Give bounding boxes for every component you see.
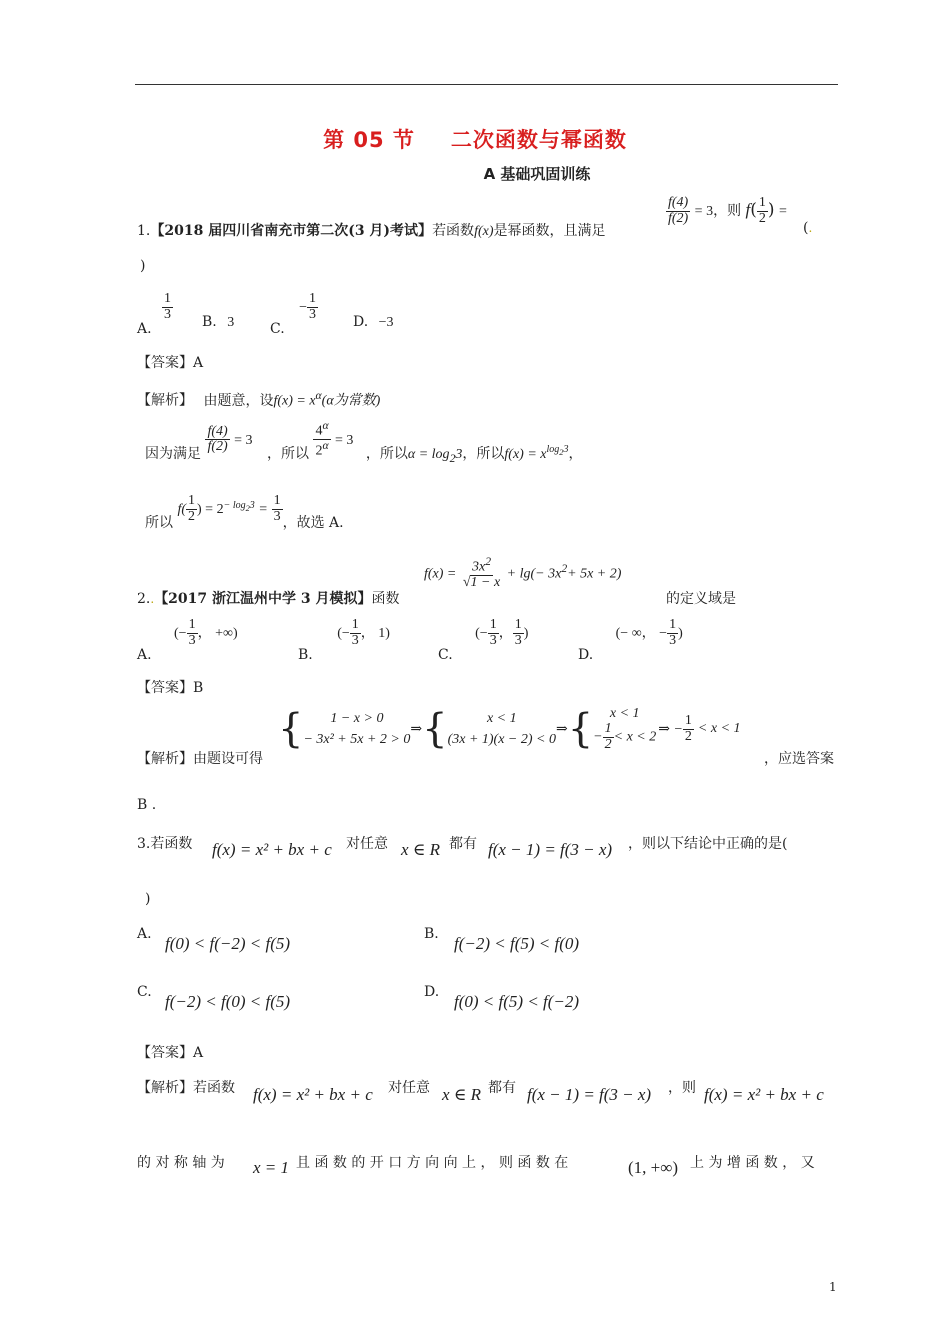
q2-stem-end: 的定义域是 xyxy=(666,591,736,607)
q1-option-a: A. $\frac{1}{3}$ xyxy=(137,291,172,338)
q2-option-a: A. (− $\frac{1}{3}$ ， +∞) xyxy=(137,617,238,664)
q2-analysis-derivation: { 1 − x > 0 − 3x² + 5x + 2 > 0 ⇒ { x < 1 (3x + 1)(x − 2) < 0 ⇒ { x < 1 − $\frac{1}{2}$ < x < 2 ⇒ − $\frac{1}{2}$ < x < 1 xyxy=(278,706,741,753)
q2-function: f(x) = $\frac{3x^2}{√1 - x}$ + $\lg(- 3x^2+ 5x + 2)$ xyxy=(424,555,622,591)
q1-analysis-line2: 因为满足 $\frac{f(4)}{f(2)}$ = 3 ，所以 $\frac{4^\alpha}{2^\alpha}$ = 3 ，所以$\alpha = \log_23$，所以$f(x) = x^{log_23}$， xyxy=(145,419,583,465)
q3-analysis-line2-a: 的 对 称 轴 为 xyxy=(137,1155,225,1171)
q1-option-d: D. −3 xyxy=(353,314,394,330)
q2-source: 【2017 浙江温州中学 3 月模拟】 xyxy=(154,591,372,607)
q1-condition: $\frac{f(4)}{f(2)}$ = 3，则 f( $\frac{1}{2}$ ) = xyxy=(668,195,787,226)
section-number: 第 05 节 xyxy=(323,128,415,152)
q1-paren-open: (. xyxy=(803,220,813,236)
q3-option-c: f(−2) < f(0) < f(5) xyxy=(165,992,291,1011)
q3-stem-d: ，则以下结论中正确的是( xyxy=(628,836,788,852)
q2-analysis-choice: B . xyxy=(137,797,157,813)
q3-condition: f(x − 1) = f(3 − x) xyxy=(488,840,613,859)
q3-analysis-line2-c: 上 为 增 函 数 ， 又 xyxy=(690,1155,815,1171)
q3-option-c-label: C. xyxy=(137,984,152,1000)
q2-stem: 2..【2017 浙江温州中学 3 月模拟】函数 xyxy=(137,591,400,607)
q3-option-a-label: A. xyxy=(137,926,152,942)
q3-stem-c: 都有 xyxy=(449,836,477,852)
q3-option-a: f(0) < f(−2) < f(5) xyxy=(165,934,291,953)
q3-axis: x = 1 xyxy=(253,1158,290,1177)
page-number: 1 xyxy=(829,1280,837,1294)
q3-option-d: f(0) < f(5) < f(−2) xyxy=(454,992,580,1011)
q3-analysis-line2-b: 且 函 数 的 开 口 方 向 向 上 ， 则 函 数 在 xyxy=(296,1155,569,1171)
q1-option-b: B. 3 xyxy=(202,314,235,330)
q3-analysis-condition: f(x − 1) = f(3 − x) xyxy=(527,1085,652,1104)
q2-option-b: B. (− $\frac{1}{3}$ ， 1) xyxy=(298,617,390,664)
q1-analysis-line1: 【解析】 由题意，设$f(x) = x^\alpha(\alpha$为常数) xyxy=(137,389,381,409)
q3-analysis-d: ，则 xyxy=(668,1080,696,1096)
q3-function: f(x) = x² + bx + c xyxy=(212,840,332,859)
q1-source: 【2018 届四川省南充市第二次(3 月)考试】 xyxy=(150,223,433,239)
header-rule xyxy=(135,84,838,85)
q3-option-b-label: B. xyxy=(424,926,439,942)
q3-analysis-function-2: f(x) = x² + bx + c xyxy=(704,1085,824,1104)
q3-answer: 【答案】A xyxy=(137,1045,204,1061)
q3-analysis-b: 对任意 xyxy=(388,1080,430,1096)
q3-interval: (1, +∞) xyxy=(628,1158,679,1177)
q1-paren-close: ) xyxy=(140,258,146,274)
q2-option-c: C. (− $\frac{1}{3}$ ， $\frac{1}{3}$ ) xyxy=(438,617,529,664)
q1-stem: 1.【2018 届四川省南充市第二次(3 月)考试】若函数f(x)是幂函数，且满足 xyxy=(137,223,606,239)
q2-answer: 【答案】B xyxy=(137,680,204,696)
page-subtitle: A 基础巩固训练 xyxy=(483,165,591,183)
q3-domain: x ∈ R xyxy=(401,840,441,859)
q1-option-c: C. − $\frac{1}{3}$ xyxy=(270,291,317,338)
q3-option-b: f(−2) < f(5) < f(0) xyxy=(454,934,580,953)
section-title: 二次函数与幂函数 xyxy=(450,128,627,152)
q3-analysis-a: 【解析】若函数 xyxy=(137,1080,235,1096)
q3-analysis-domain: x ∈ R xyxy=(442,1085,482,1104)
q3-stem-a: 3.若函数 xyxy=(137,836,193,852)
q3-analysis-function: f(x) = x² + bx + c xyxy=(253,1085,373,1104)
q3-option-d-label: D. xyxy=(424,984,440,1000)
q1-analysis-line3: 所以 f( $\frac{1}{2}$ ) = $2^{- log_23}$ = $\frac{1}{3}$ ，故选 A. xyxy=(145,493,344,532)
q3-stem-b: 对任意 xyxy=(346,836,388,852)
q2-option-d: D. (− ∞， − $\frac{1}{3}$ ) xyxy=(578,617,683,664)
q3-analysis-c: 都有 xyxy=(488,1080,516,1096)
q1-answer: 【答案】A xyxy=(137,355,204,371)
page-title xyxy=(0,124,950,154)
q2-analysis-end: ，应选答案 xyxy=(764,751,834,767)
q2-analysis-label: 【解析】由题设可得 xyxy=(137,751,263,767)
q3-paren-close: ) xyxy=(145,891,151,907)
